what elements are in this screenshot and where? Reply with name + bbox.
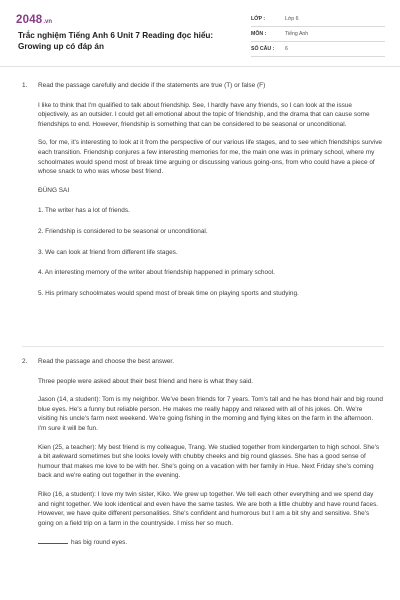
- statement-item: 3. We can look at friend from different life stages.: [38, 248, 178, 256]
- statement-item: 5. His primary schoolmates would spend most of break time on playing sports and studying.: [38, 289, 299, 297]
- statement-item: 4. An interesting memory of the writer about friendship happened in primary school.: [38, 269, 275, 277]
- document-header: [0, 0, 400, 66]
- meta-row-class: [251, 12, 385, 27]
- meta-value: 6: [285, 46, 288, 52]
- statement-item: 1. The writer has a lot of friends.: [38, 207, 130, 215]
- question-text: has big round eyes.: [71, 539, 128, 547]
- meta-table: [251, 12, 385, 57]
- passage-paragraph: Three people were asked about their best friend and here is what they said.: [38, 377, 254, 385]
- fill-in-question: [38, 537, 383, 548]
- question-prompt: Read the passage and choose the best answer.: [38, 358, 174, 365]
- statement-item: 2. Friendship is considered to be seasonal or unconditional.: [38, 227, 208, 235]
- question-body: [38, 357, 383, 557]
- question-number: 2.: [22, 358, 28, 365]
- passage-paragraph: Jason (14, a student): Tom is my neighbor. We've been friends for 7 years. Tom's tall and he has blond hair and big round blue eyes. He's a funny but reliable person. He makes me really happy and relaxed with all of his jokes. Oh. We're visiting his uncle's farm next weekend. We're going fishing in the morning and flying kites on the farm in the afternoon. I'm sure it will be fun.: [38, 396, 383, 432]
- logo-suffix: .vn: [43, 19, 53, 25]
- meta-label: LỚP :: [251, 16, 266, 22]
- meta-row-count: [251, 42, 385, 57]
- options-header: ĐÚNG SAI: [38, 186, 70, 194]
- header-divider: [0, 66, 400, 67]
- question-body: [38, 81, 383, 309]
- meta-value: Lớp 6: [285, 16, 299, 22]
- passage-paragraph: I like to think that I'm qualified to talk about friendship. See, I hardly have any friends, so I can look at the issue objectively, as an outsider. I could get all emotional about the topic of friendship, and the drama that can cause some friendships to end. However, friendship is something that can be considered to be seasonal or unconditional.: [38, 101, 370, 128]
- meta-row-subject: [251, 27, 385, 42]
- passage-paragraph: Riko (16, a student): I love my twin sister, Kiko. We grew up together. We tell each other everything and we spend day and night together. We look identical and even have the same tastes. We are both a little chubby and have round faces. However, we have quite different personalities. She's confident and humorous but I am a bit shy and sensitive. She's going on a field trip on a farm in the countryside. I miss her so much.: [38, 490, 379, 527]
- meta-label: SỐ CÂU :: [251, 46, 275, 52]
- question-separator: [22, 346, 384, 347]
- logo-text: 2048: [16, 14, 43, 26]
- site-logo[interactable]: [16, 14, 52, 26]
- question-number: 1.: [22, 82, 28, 89]
- answer-blank[interactable]: [38, 537, 68, 544]
- meta-label: MÔN :: [251, 31, 267, 37]
- document-title: Trắc nghiệm Tiếng Anh 6 Unit 7 Reading đọc hiểu: Growing up có đáp án: [18, 31, 214, 51]
- passage-paragraph: So, for me, it's interesting to look at it from the perspective of our various life stages, and to see which friendships survive each transition. Friendship conjures a few interesting memories for me, the main one was in primary school, where my schoolmates would spend most of break time arguing or discussing various going-ons, from who could have a piece of whose snack to who was whose best friend.: [38, 139, 383, 176]
- passage-paragraph: Kien (25, a teacher): My best friend is my colleague, Trang. We studied together from kindergarten to high school. She's a bit awkward sometimes but she looks lovely with chubby cheeks and big round glasses. She has a good sense of humour that makes me love to be with her. She's going on a vacation with her family in Hue. Next Friday she's coming back and we're eating out together in the evening.: [38, 443, 380, 480]
- question-prompt: Read the passage carefully and decide if the statements are true (T) or false (F): [38, 82, 266, 89]
- meta-value: Tiếng Anh: [285, 31, 309, 37]
